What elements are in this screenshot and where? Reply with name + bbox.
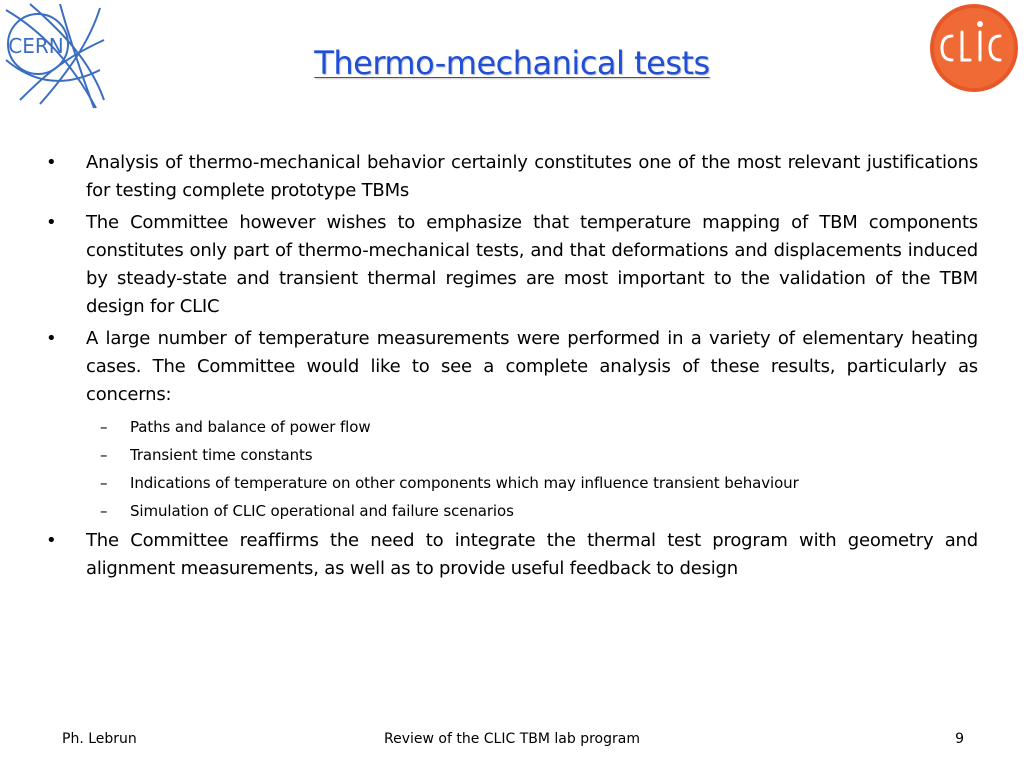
bullet-text: The Committee however wishes to emphasize that temperature mapping of TBM components constitutes only part of thermo-mechanical tests, and that deformations and displacements induced by steady-state and transient thermal regimes are most important to the validation of the TBM design for CLIC [86, 212, 978, 317]
sub-bullet-marker: – [100, 502, 108, 520]
bullet-marker: • [46, 152, 57, 173]
slide-title: Thermo-mechanical tests [314, 44, 710, 82]
sub-bullet-marker: – [100, 474, 108, 492]
sub-bullet-text: Indications of temperature on other components which may influence transient behaviour [130, 474, 799, 492]
footer-author: Ph. Lebrun [62, 731, 137, 747]
sub-bullet-item [44, 497, 978, 525]
bullet-item [44, 209, 978, 321]
clic-logo [928, 2, 1020, 94]
bullet-text: Analysis of thermo-mechanical behavior certainly constitutes one of the most relevant justifications for testing complete prototype TBMs [86, 152, 978, 201]
sub-bullet-marker: – [100, 418, 108, 436]
sub-bullet-item [44, 413, 978, 441]
sub-bullet-item [44, 441, 978, 469]
cern-logo-text: CERN [8, 34, 64, 58]
bullet-item [44, 325, 978, 409]
bullet-marker: • [46, 328, 57, 349]
bullet-text: A large number of temperature measurements were performed in a variety of elementary heating cases. The Committee would like to see a complete analysis of these results, particularly as concerns: [86, 328, 978, 405]
bullet-item [44, 149, 978, 205]
footer-title: Review of the CLIC TBM lab program [384, 731, 640, 747]
bullet-text: The Committee reaffirms the need to integrate the thermal test program with geometry and alignment measurements, as well as to provide useful feedback to design [86, 530, 978, 579]
bullet-item [44, 527, 978, 583]
cern-logo [0, 0, 112, 112]
page-number: 9 [955, 731, 964, 747]
sub-bullet-marker: – [100, 446, 108, 464]
slide-body [44, 149, 978, 587]
bullet-marker: • [46, 212, 57, 233]
sub-bullet-text: Paths and balance of power flow [130, 418, 371, 436]
sub-bullet-item [44, 469, 978, 497]
sub-bullet-text: Transient time constants [130, 446, 313, 464]
sub-bullet-list [44, 413, 978, 525]
sub-bullet-text: Simulation of CLIC operational and failure scenarios [130, 502, 514, 520]
bullet-marker: • [46, 530, 57, 551]
